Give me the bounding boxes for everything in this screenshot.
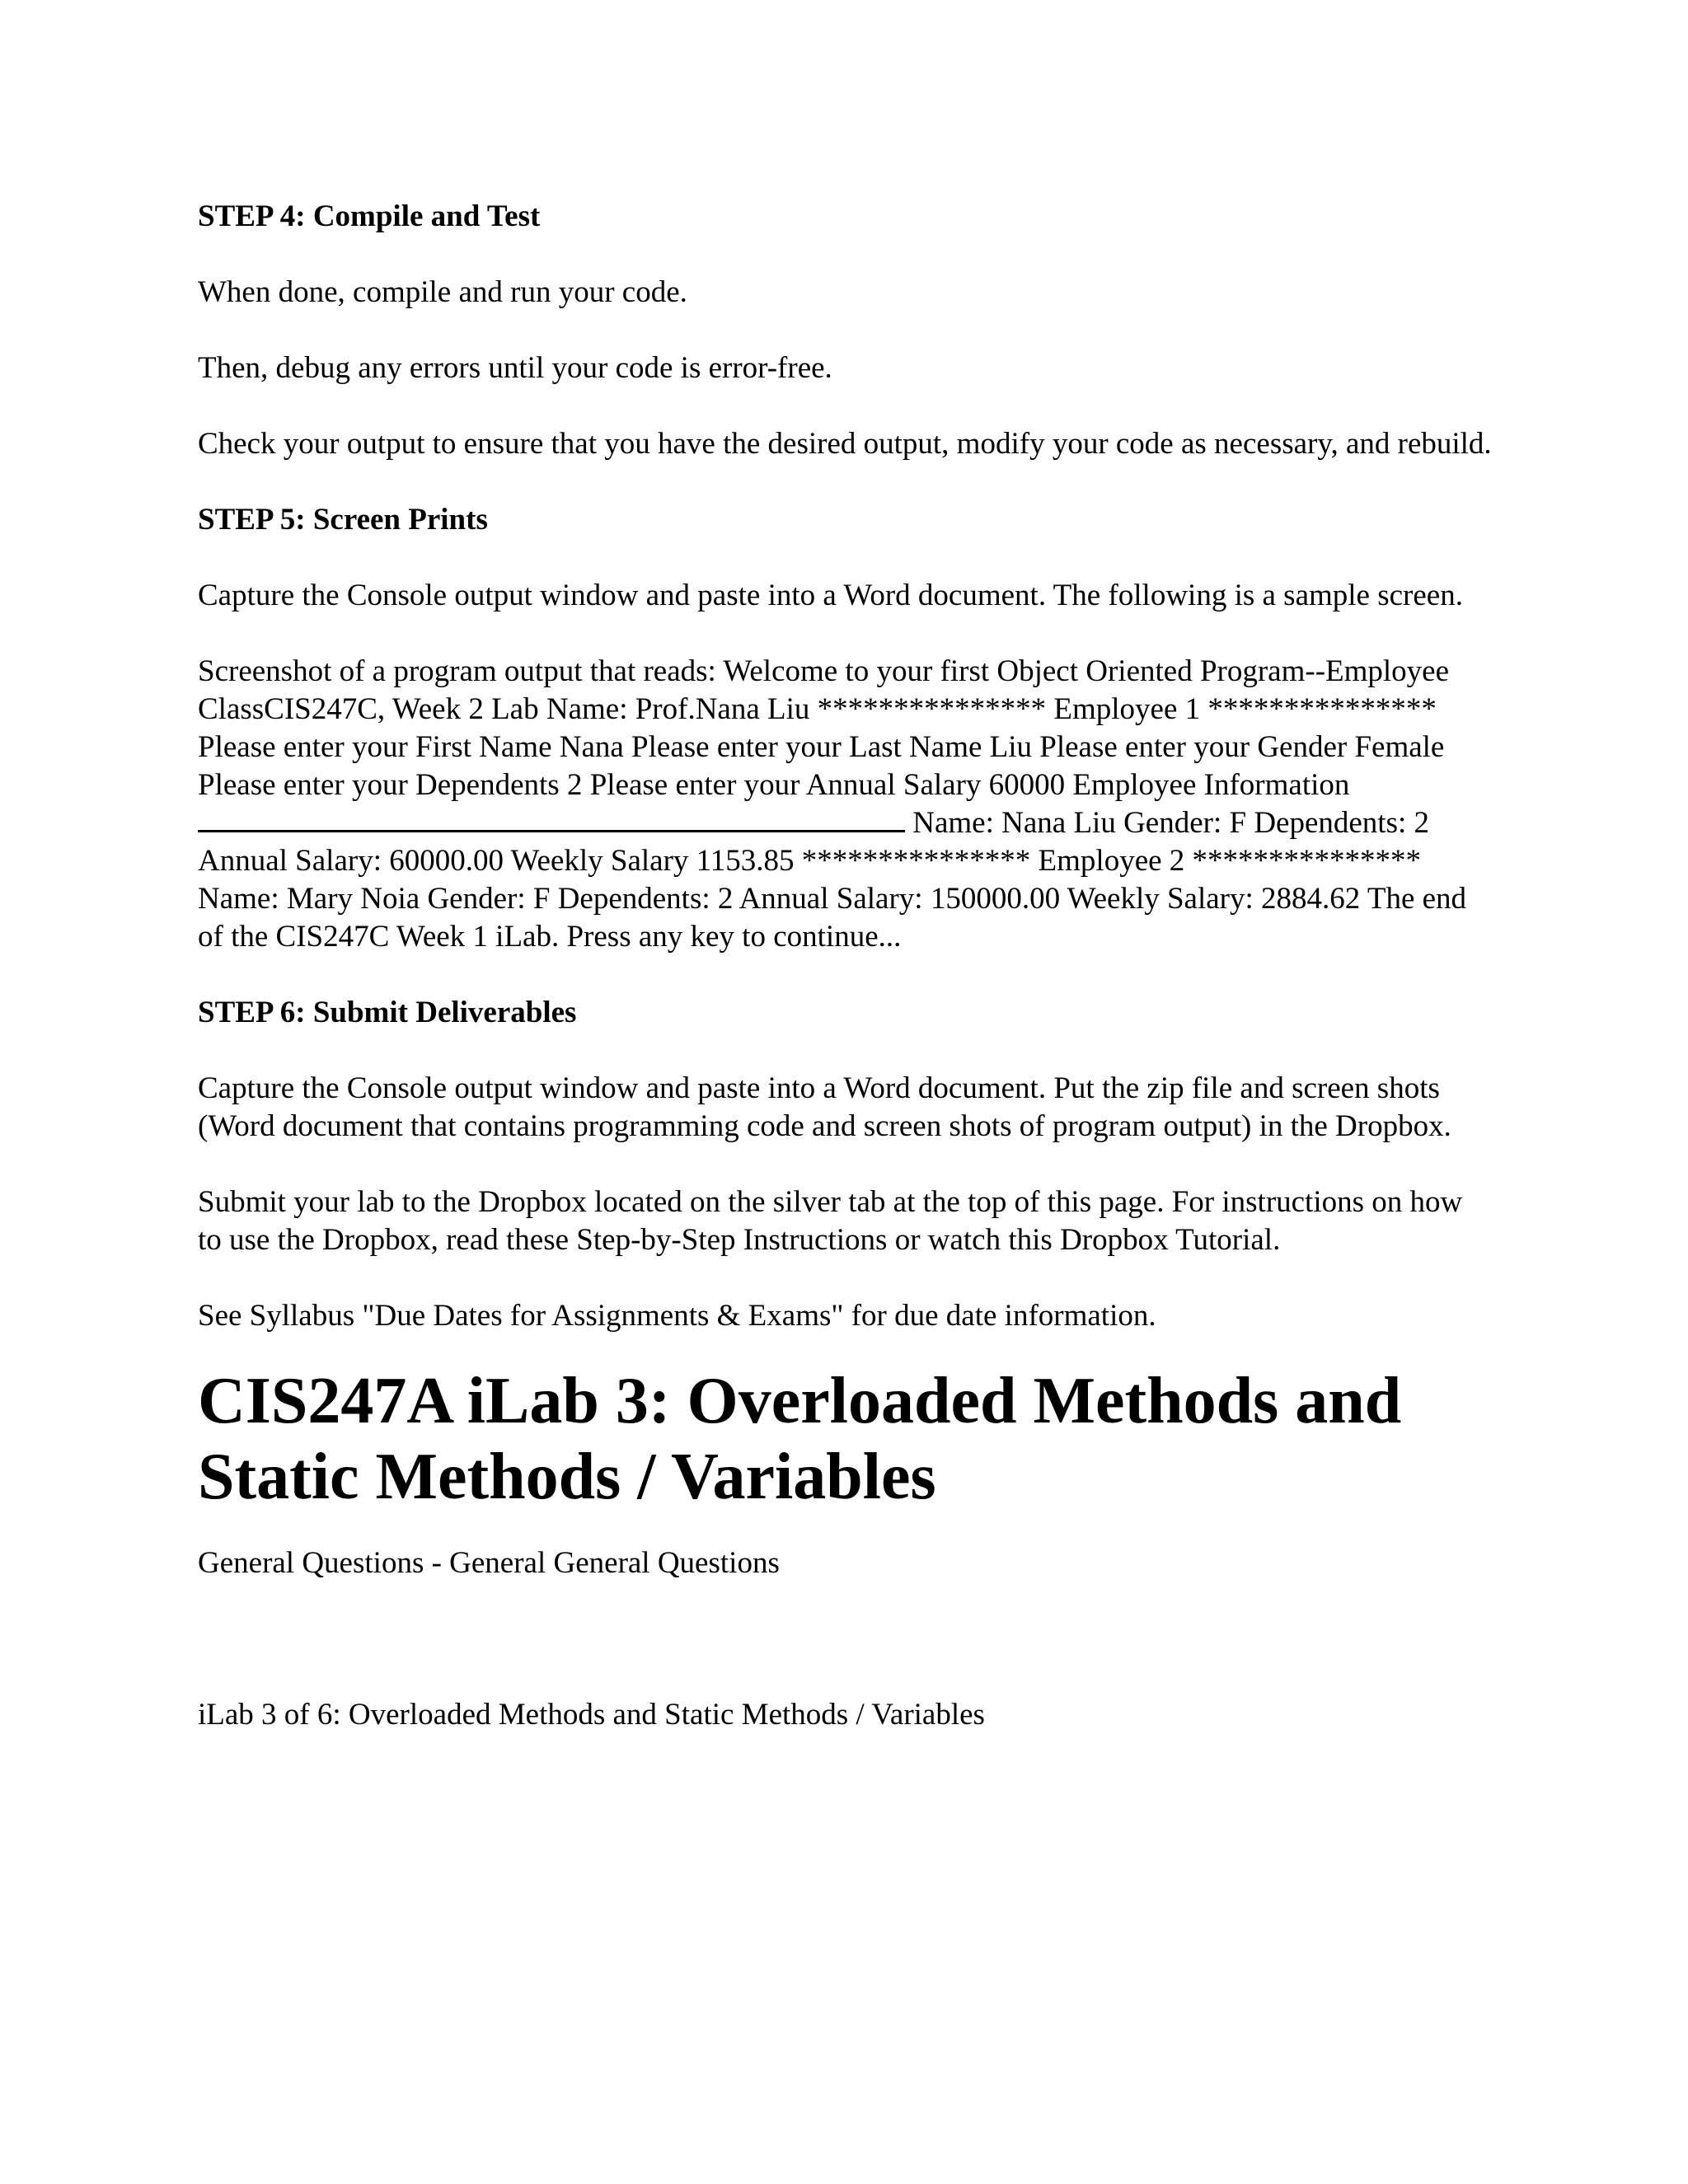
step5-paragraph-1: Capture the Console output window and paste into a Word document. The following is a sample screen. xyxy=(198,579,1463,612)
step4-paragraph-3: Check your output to ensure that you have the desired output, modify your code as necessary, and rebuild. xyxy=(198,427,1492,461)
underline-rule xyxy=(198,805,905,832)
step4-paragraph-1: When done, compile and run your code. xyxy=(198,275,687,309)
document-page xyxy=(198,198,1492,1734)
step6-heading: STEP 6: Submit Deliverables xyxy=(198,996,577,1029)
step6-paragraph-3: See Syllabus "Due Dates for Assignments & Exams" for due date information. xyxy=(198,1299,1156,1333)
screenshot-text-part-2: Name: Nana Liu Gender: F Dependents: 2 Annual Salary: 60000.00 Weekly Salary 1153.85 *************** Employee 2 *************** Name: Mary Noia Gender: F Dependents: 2 Annual Salary: 150000.00 Weekly Salary: 2884.62 The end of the CIS247C Week 1 iLab. Press any key to continue... xyxy=(198,806,1467,954)
screenshot-text-part-1: Screenshot of a program output that reads: Welcome to your first Object Oriented Program--Employee ClassCIS247C, Week 2 Lab Name: Prof.Nana Liu *************** Employee 1 *************** Please enter your First Name Nana Please enter your Last Name Liu Please enter your Gender Female Please enter your Dependents 2 Please enter your Annual Salary 60000 Employee Information xyxy=(198,654,1450,802)
step6-paragraph-1: Capture the Console output window and paste into a Word document. Put the zip file and screen shots (Word document that contains programming code and screen shots of program output) in the Dropbox. xyxy=(198,1071,1451,1143)
step5-heading: STEP 5: Screen Prints xyxy=(198,503,488,537)
lab-subtitle: iLab 3 of 6: Overloaded Methods and Static Methods / Variables xyxy=(198,1698,985,1732)
lab-title: CIS247A iLab 3: Overloaded Methods and Static Methods / Variables xyxy=(198,1365,1402,1513)
step4-heading: STEP 4: Compile and Test xyxy=(198,199,541,233)
screenshot-description xyxy=(198,653,1492,956)
category-line: General Questions - General General Questions xyxy=(198,1546,780,1580)
step6-paragraph-2: Submit your lab to the Dropbox located on the silver tab at the top of this page. For instructions on how to use the Dropbox, read these Step-by-Step Instructions or watch this Dropbox Tutorial. xyxy=(198,1185,1463,1257)
step4-paragraph-2: Then, debug any errors until your code is error-free. xyxy=(198,351,832,385)
